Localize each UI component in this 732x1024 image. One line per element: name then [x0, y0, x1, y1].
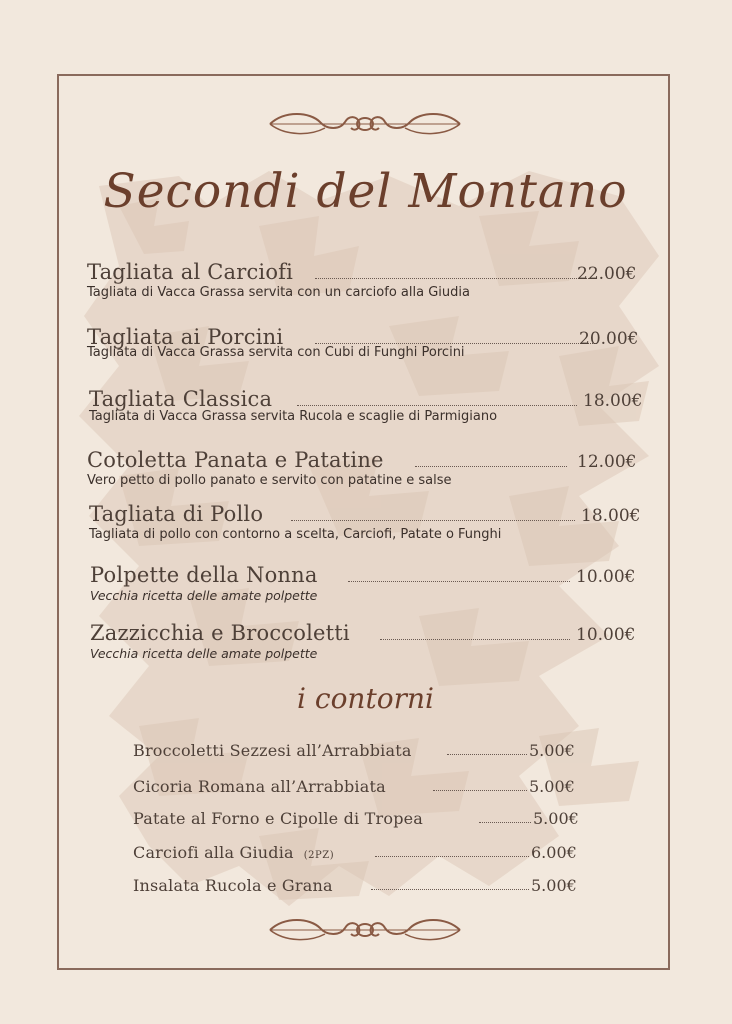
- side-price: 5.00€: [529, 741, 575, 760]
- item-name: Tagliata di Pollo: [89, 502, 264, 526]
- item-description: Tagliata di Vacca Grassa servita con Cubi di Funghi Porcini: [87, 345, 465, 360]
- item-price: 10.00€: [576, 567, 636, 587]
- menu-item: [89, 500, 647, 542]
- item-price: 22.00€: [577, 264, 637, 284]
- dotted-leader: [297, 405, 577, 406]
- side-price: 6.00€: [531, 843, 577, 862]
- item-name: Polpette della Nonna: [90, 563, 318, 587]
- dotted-leader: [415, 466, 567, 467]
- section-title-contorni: i contorni: [297, 682, 434, 715]
- item-description: Vero petto di pollo panato e servito con patatine e salse: [87, 473, 452, 488]
- item-price: 12.00€: [577, 452, 637, 472]
- item-description: Tagliata di pollo con contorno a scelta, Carciofi, Patate o Funghi: [89, 527, 502, 542]
- side-item: [133, 738, 593, 760]
- dotted-leader: [315, 278, 595, 279]
- side-price: 5.00€: [531, 876, 577, 895]
- item-description: Vecchia ricetta delle amate polpette: [90, 588, 318, 603]
- side-item: [133, 806, 593, 828]
- dotted-leader: [479, 822, 531, 823]
- page-title: Secondi del Montano: [103, 164, 628, 219]
- item-name: Cotoletta Panata e Patatine: [87, 448, 384, 472]
- menu-frame: [57, 74, 670, 970]
- dotted-leader: [291, 520, 575, 521]
- item-price: 10.00€: [576, 625, 636, 645]
- item-name: Tagliata ai Porcini: [87, 325, 284, 349]
- menu-item: [90, 561, 648, 603]
- menu-item: [90, 619, 648, 661]
- side-item: [133, 774, 593, 796]
- side-item: [133, 873, 593, 895]
- dotted-leader: [348, 581, 570, 582]
- menu-item: [87, 258, 645, 300]
- side-price: 5.00€: [533, 809, 579, 828]
- side-name: Patate al Forno e Cipolle di Tropea: [133, 809, 424, 828]
- dotted-leader: [380, 639, 570, 640]
- dotted-leader: [433, 790, 527, 791]
- item-price: 20.00€: [579, 329, 639, 349]
- side-name: Broccoletti Sezzesi all’Arrabbiata: [133, 741, 412, 760]
- dotted-leader: [447, 754, 527, 755]
- dotted-leader: [371, 889, 529, 890]
- side-name-text: Carciofi alla Giudia: [133, 843, 294, 862]
- dotted-leader: [315, 343, 597, 344]
- side-name-note: (2PZ): [303, 850, 335, 861]
- item-description: Tagliata di Vacca Grassa servita con un carciofo alla Giudia: [87, 285, 470, 300]
- menu-item: [89, 385, 647, 424]
- menu-item: [87, 323, 645, 360]
- side-name: Cicoria Romana all’Arrabbiata: [133, 777, 386, 796]
- side-price: 5.00€: [529, 777, 575, 796]
- item-price: 18.00€: [583, 391, 643, 411]
- ornament-top: [265, 108, 465, 140]
- side-name: [133, 843, 334, 862]
- item-name: Zazzicchia e Broccoletti: [90, 621, 350, 645]
- item-name: Tagliata al Carciofi: [87, 260, 294, 284]
- item-description: Vecchia ricetta delle amate polpette: [90, 646, 318, 661]
- side-name: Insalata Rucola e Grana: [133, 876, 333, 895]
- ornament-bottom: [265, 914, 465, 946]
- menu-item: [87, 446, 645, 488]
- item-name: Tagliata Classica: [89, 387, 273, 411]
- dotted-leader: [375, 856, 529, 857]
- item-price: 18.00€: [581, 506, 641, 526]
- side-item: [133, 840, 593, 862]
- item-description: Tagliata di Vacca Grassa servita Rucola e scaglie di Parmigiano: [89, 409, 498, 424]
